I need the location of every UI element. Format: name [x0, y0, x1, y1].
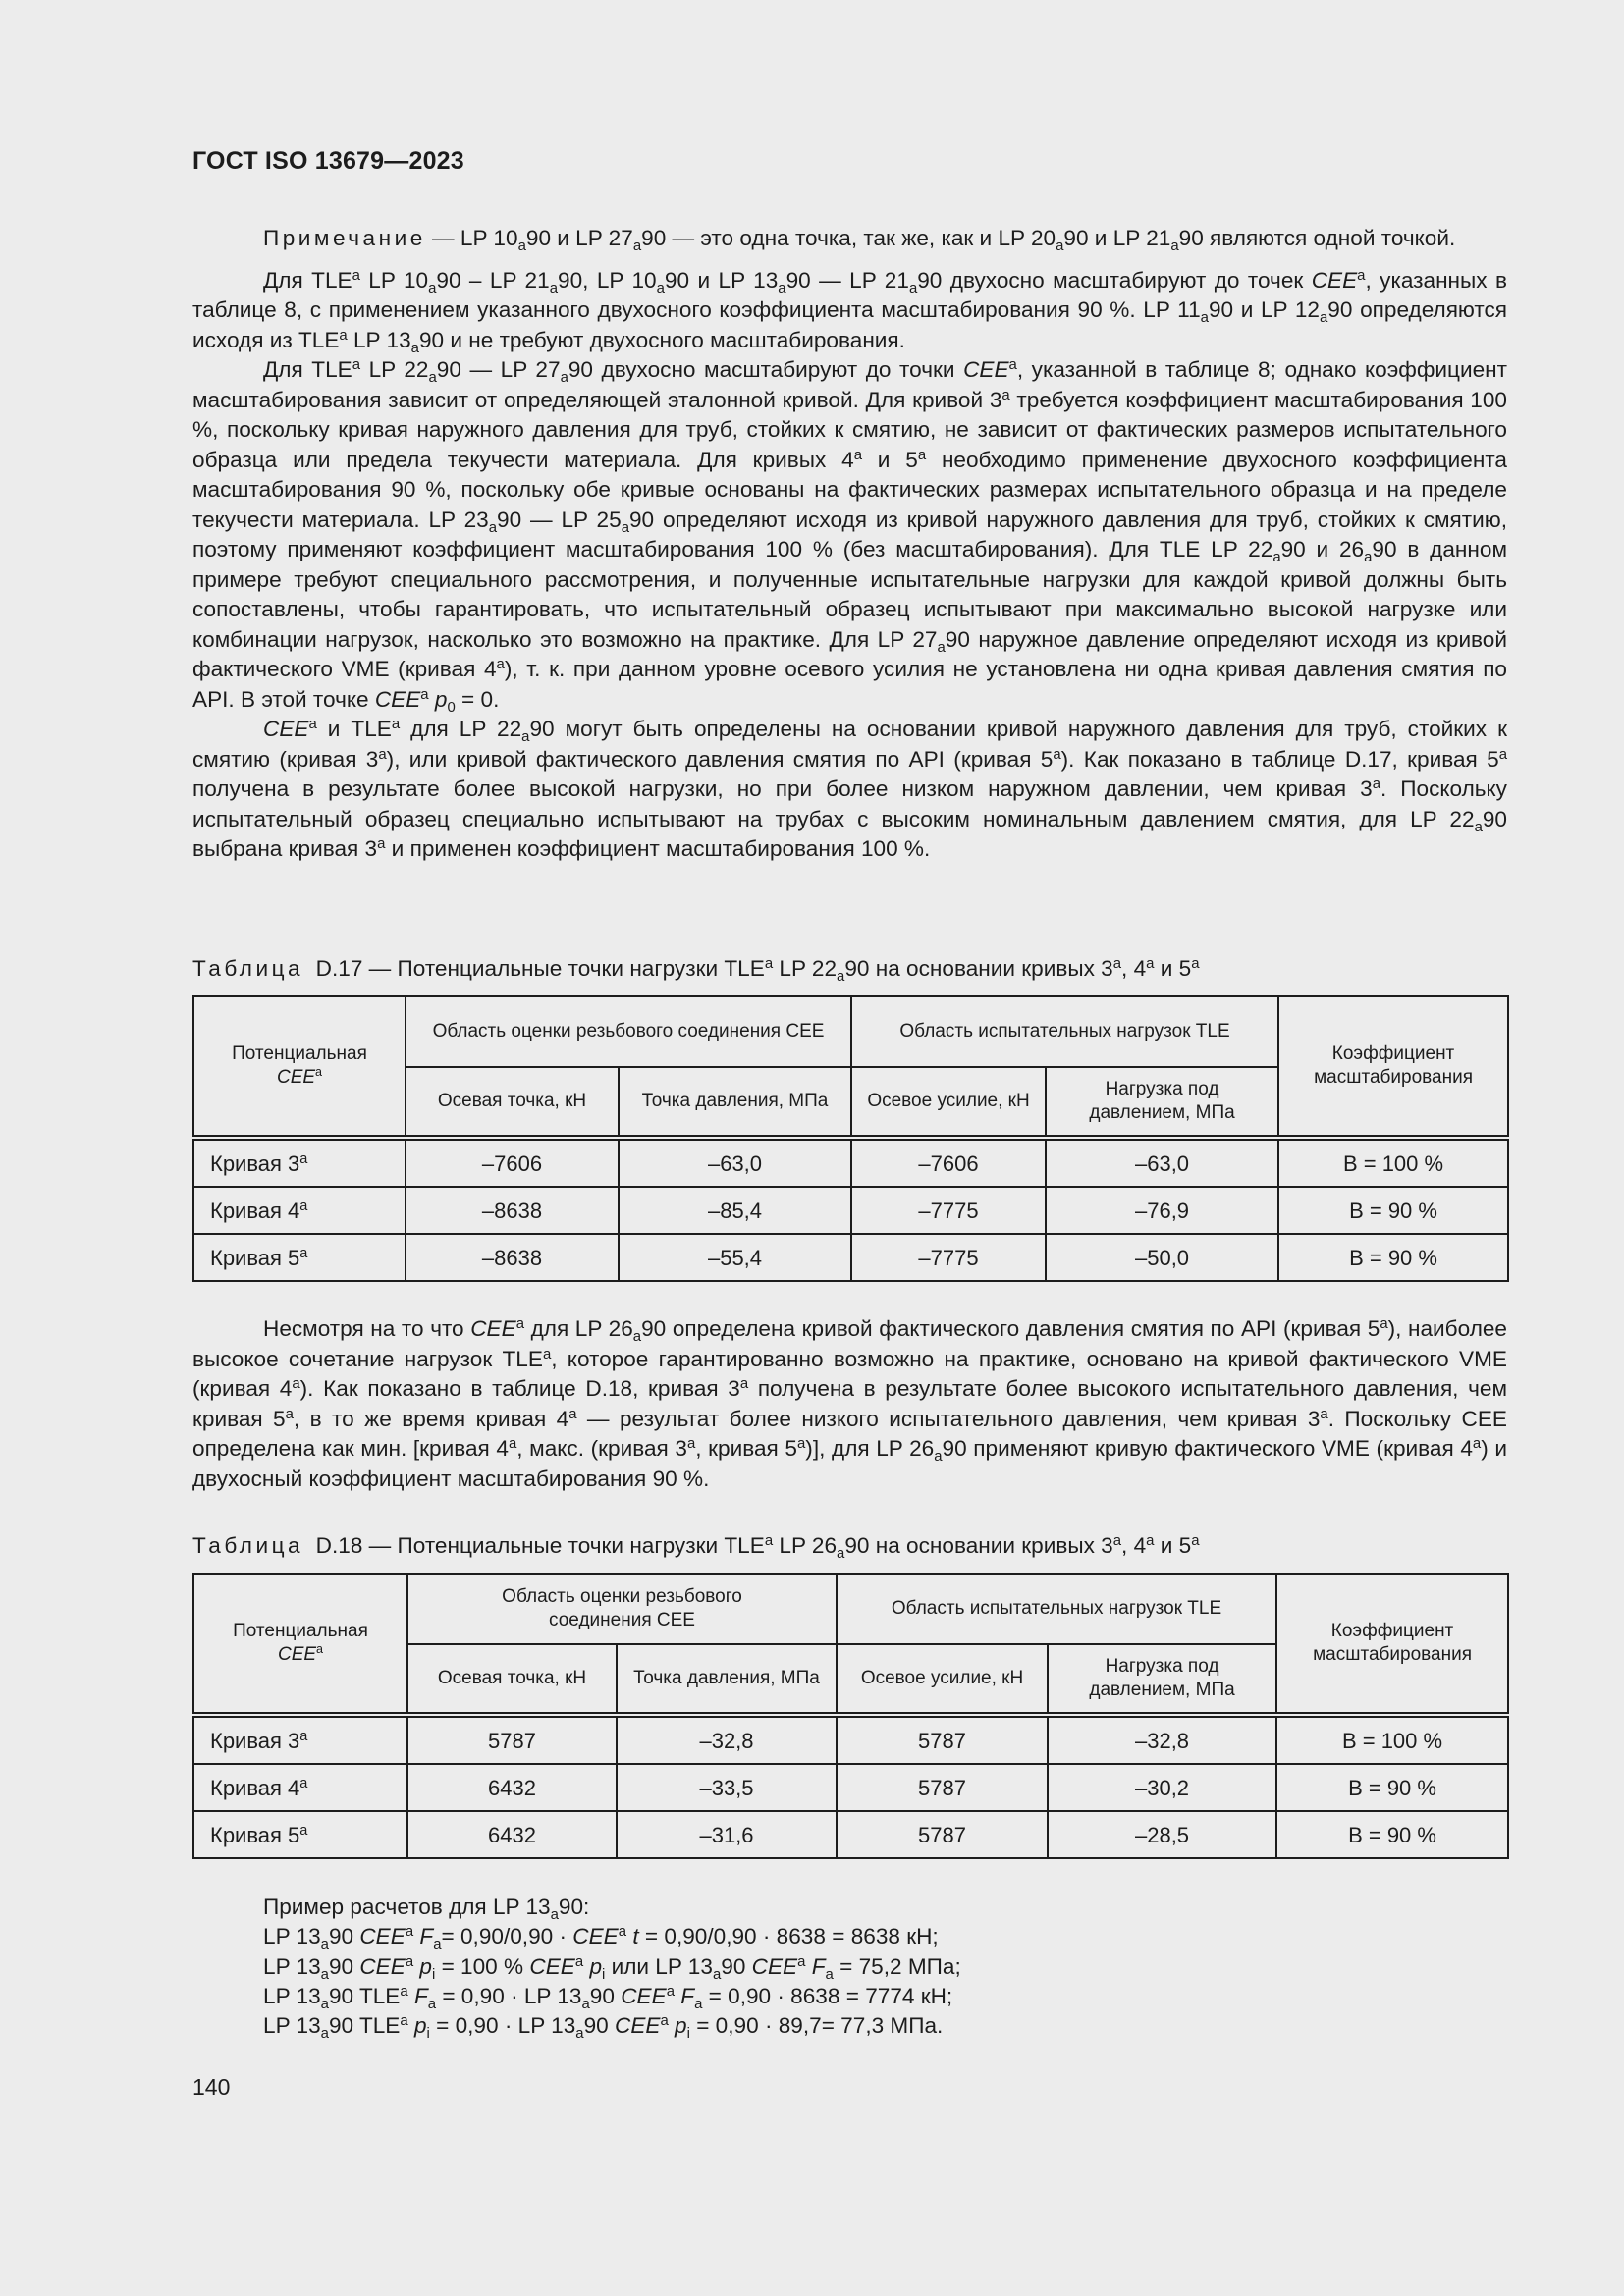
table-d17: [192, 995, 1509, 1282]
header-pressure-load: Нагрузка под давлением, МПа: [1046, 1067, 1278, 1138]
calculation-example: [263, 1893, 961, 2041]
table-d18: [192, 1573, 1509, 1859]
table-d18-caption: Таблица D.18 — Потенциальные точки нагрузки TLE$^a$ LP $26_a90$ на основании кривых 3$^a$, 4$^a$ и 5$^a$: [192, 1532, 1200, 1562]
paragraph-3: CEE$^a$ и TLE$^a$ для LP $22_a90$ могут быть определены на основании кривой наружного давления для труб, стойких к смятию (кривая 3$^a$), или кривой фактического давления смятия по API (кривая 5$^a$). Как показано в таблице D.17, кривая 5$^a$ получена в результате более высокой нагрузки, но при более низком наружном давлении, чем кривая 3$^a$. Поскольку испытательный образец специально испытывают на трубах с высоким номинальным давлением смятия, для LP $22_a90$ выбрана кривая 3$^a$ и применен коэффициент масштабирования 100 %.: [192, 716, 1507, 861]
header-pressure-point: Точка давления, МПа: [617, 1644, 837, 1715]
paragraph-1: Для TLE$^a$ LP $10_a90$ – LP $21_a90$, LP $10_a90$ и LP $13_a90$ — LP $21_a90$ двухосно масштабируют до точек CEE$^a$, указанных в таблице 8, с применением указанного двухосного коэффициента масштабирования 90 %. LP $11_a90$ и LP $12_a90$ определяются исходя из TLE$^a$ LP $13_a90$ и не требуют двухосного масштабирования.: [192, 267, 1507, 356]
header-axial-force: Осевое усилие, кН: [837, 1644, 1048, 1715]
header-potential-cee: Потенциальная CEE$^a$: [193, 996, 406, 1138]
calc-line: LP $13_a90$ CEE$^a$ $F_a= 0,90/0,90 \cdot CEE^a$ t = 0,90/0,90 · 8638 = 8638 кН;: [263, 1924, 939, 1953]
calc-line: LP $13_a90$ CEE$^a$ $p_i = 100$ % CEE$^a$ $p_i$ или LP $13_a90$ CEE$^a$ $F_a = 75,2$ МПа;: [263, 1953, 961, 1983]
header-pressure-load: Нагрузка под давлением, МПа: [1048, 1644, 1276, 1715]
header-tle-area: Область испытательных нагрузок TLE: [837, 1574, 1276, 1644]
table-row: Кривая 4$^a$ –8638 –85,4 –7775 –76,9 B = 90 %: [193, 1187, 1508, 1234]
paragraph-4: Несмотря на то что CEE$^a$ для LP $26_a90$ определена кривой фактического давления смятия по API (кривая 5$^a$), наиболее высокое сочетание нагрузок TLE$^a$, которое гарантированно возможно на практике, основано на кривой фактического VME (кривая 4$^a$). Как показано в таблице D.18, кривая 3$^a$ получена в результате более высокого испытательного давления, чем кривая 5$^a$, в то же время кривая 4$^a$ — результат более низкого испытательного давления, чем кривая 3$^a$. Поскольку CEE определена как мин. [кривая 4$^a$, макс. (кривая 3$^a$, кривая 5$^a$)], для LP $26_a90$ применяют кривую фактического VME (кривая 4$^a$) и двухосный коэффициент масштабирования 90 %.: [192, 1315, 1508, 1491]
header-scale-factor: Коэффициент масштабирования: [1276, 1574, 1508, 1715]
paragraph-2: Для TLE$^a$ LP $22_a90$ — LP $27_a90$ двухосно масштабируют до точки CEE$^a$, указанной в таблице 8; однако коэффициент масштабирования зависит от определяющей эталонной кривой. Для кривой 3$^a$ требуется коэффициент масштабирования 100 %, поскольку кривая наружного давления для труб, стойких к смятию, не зависит от фактических размеров испытательного образца или предела текучести материала. Для кривых 4$^a$ и 5$^a$ необходимо применение двухосного коэффициента масштабирования 90 %, поскольку обе кривые основаны на фактических размерах испытательного образца и на пределе текучести материала. LP $23_a90$ — LP $25_a90$ определяют исходя из кривой наружного давления для труб, стойких к смятию, поэтому применяют коэффициент масштабирования 100 % (без масштабирования). Для TLE LP $22_a90$ и $26_a90$ в данном примере требуют специального рассмотрения, и полученные испытательные нагрузки для каждой кривой должны быть сопоставлены, чтобы гарантировать, что испытательный образец испытывают при максимально высокой нагрузке или комбинации нагрузок, насколько это возможно на практике. Для LP $27_a90$ наружное давление определяют исходя из кривой фактического VME (кривая 4$^a$), т. к. при данном уровне осевого усилия не установлена ни одна кривая давления смятия по API. В этой точке CEE$^a$ $p_0 = 0$.: [192, 356, 1507, 716]
table-d17-caption: Таблица D.17 — Потенциальные точки нагрузки TLE$^a$ LP $22_a90$ на основании кривых 3$^a$, 4$^a$ и 5$^a$: [192, 955, 1200, 985]
page-number: 140: [192, 2074, 231, 2100]
table-row: Кривая 5$^a$ –8638 –55,4 –7775 –50,0 B = 90 %: [193, 1234, 1508, 1281]
table-row: Кривая 3$^a$ 5787 –32,8 5787 –32,8 B = 100 %: [193, 1715, 1508, 1764]
table-row: Кривая 5$^a$ 6432 –31,6 5787 –28,5 B = 90 %: [193, 1811, 1508, 1858]
header-cee-area: Область оценки резьбового соединения CEE: [406, 996, 851, 1067]
body-text-middle: [192, 1314, 1507, 1494]
document-header: ГОСТ ISO 13679—2023: [192, 147, 464, 175]
header-axial-force: Осевое усилие, кН: [851, 1067, 1046, 1138]
calc-line: LP $13_a90$ TLE$^a$ $p_i = 0,90$ · LP $13_a90$ CEE$^a$ $p_i = 0,90 \cdot 89,7= 77,3$ МПа.: [263, 2012, 944, 2042]
table-row: Кривая 4$^a$ 6432 –33,5 5787 –30,2 B = 90 %: [193, 1764, 1508, 1811]
body-text-top: [192, 224, 1507, 865]
table-row: Кривая 3$^a$ –7606 –63,0 –7606 –63,0 B = 100 %: [193, 1138, 1508, 1187]
header-scale-factor: Коэффициент масштабирования: [1278, 996, 1508, 1138]
calc-line: LP $13_a90$ TLE$^a$ $F_a = 0,90$ · LP $13_a90$ CEE$^a$ $F_a = 0,90 \cdot 8638 = 7774$ кН;: [263, 1983, 953, 2012]
calc-line: Пример расчетов для LP $13_a90$:: [263, 1895, 590, 1923]
header-tle-area: Область испытательных нагрузок TLE: [851, 996, 1278, 1067]
header-axial-point: Осевая точка, кН: [406, 1067, 619, 1138]
header-axial-point: Осевая точка, кН: [407, 1644, 617, 1715]
header-pressure-point: Точка давления, МПа: [619, 1067, 851, 1138]
header-cee-area: Область оценки резьбового соединения CEE: [407, 1574, 837, 1644]
header-potential-cee: Потенциальная CEE$^a$: [193, 1574, 407, 1715]
note-paragraph: Примечание — LP $10_a90$ и LP $27_a90$ — это одна точка, так же, как и LP $20_a90$ и LP $21_a90$ являются одной точкой.: [263, 226, 1456, 254]
